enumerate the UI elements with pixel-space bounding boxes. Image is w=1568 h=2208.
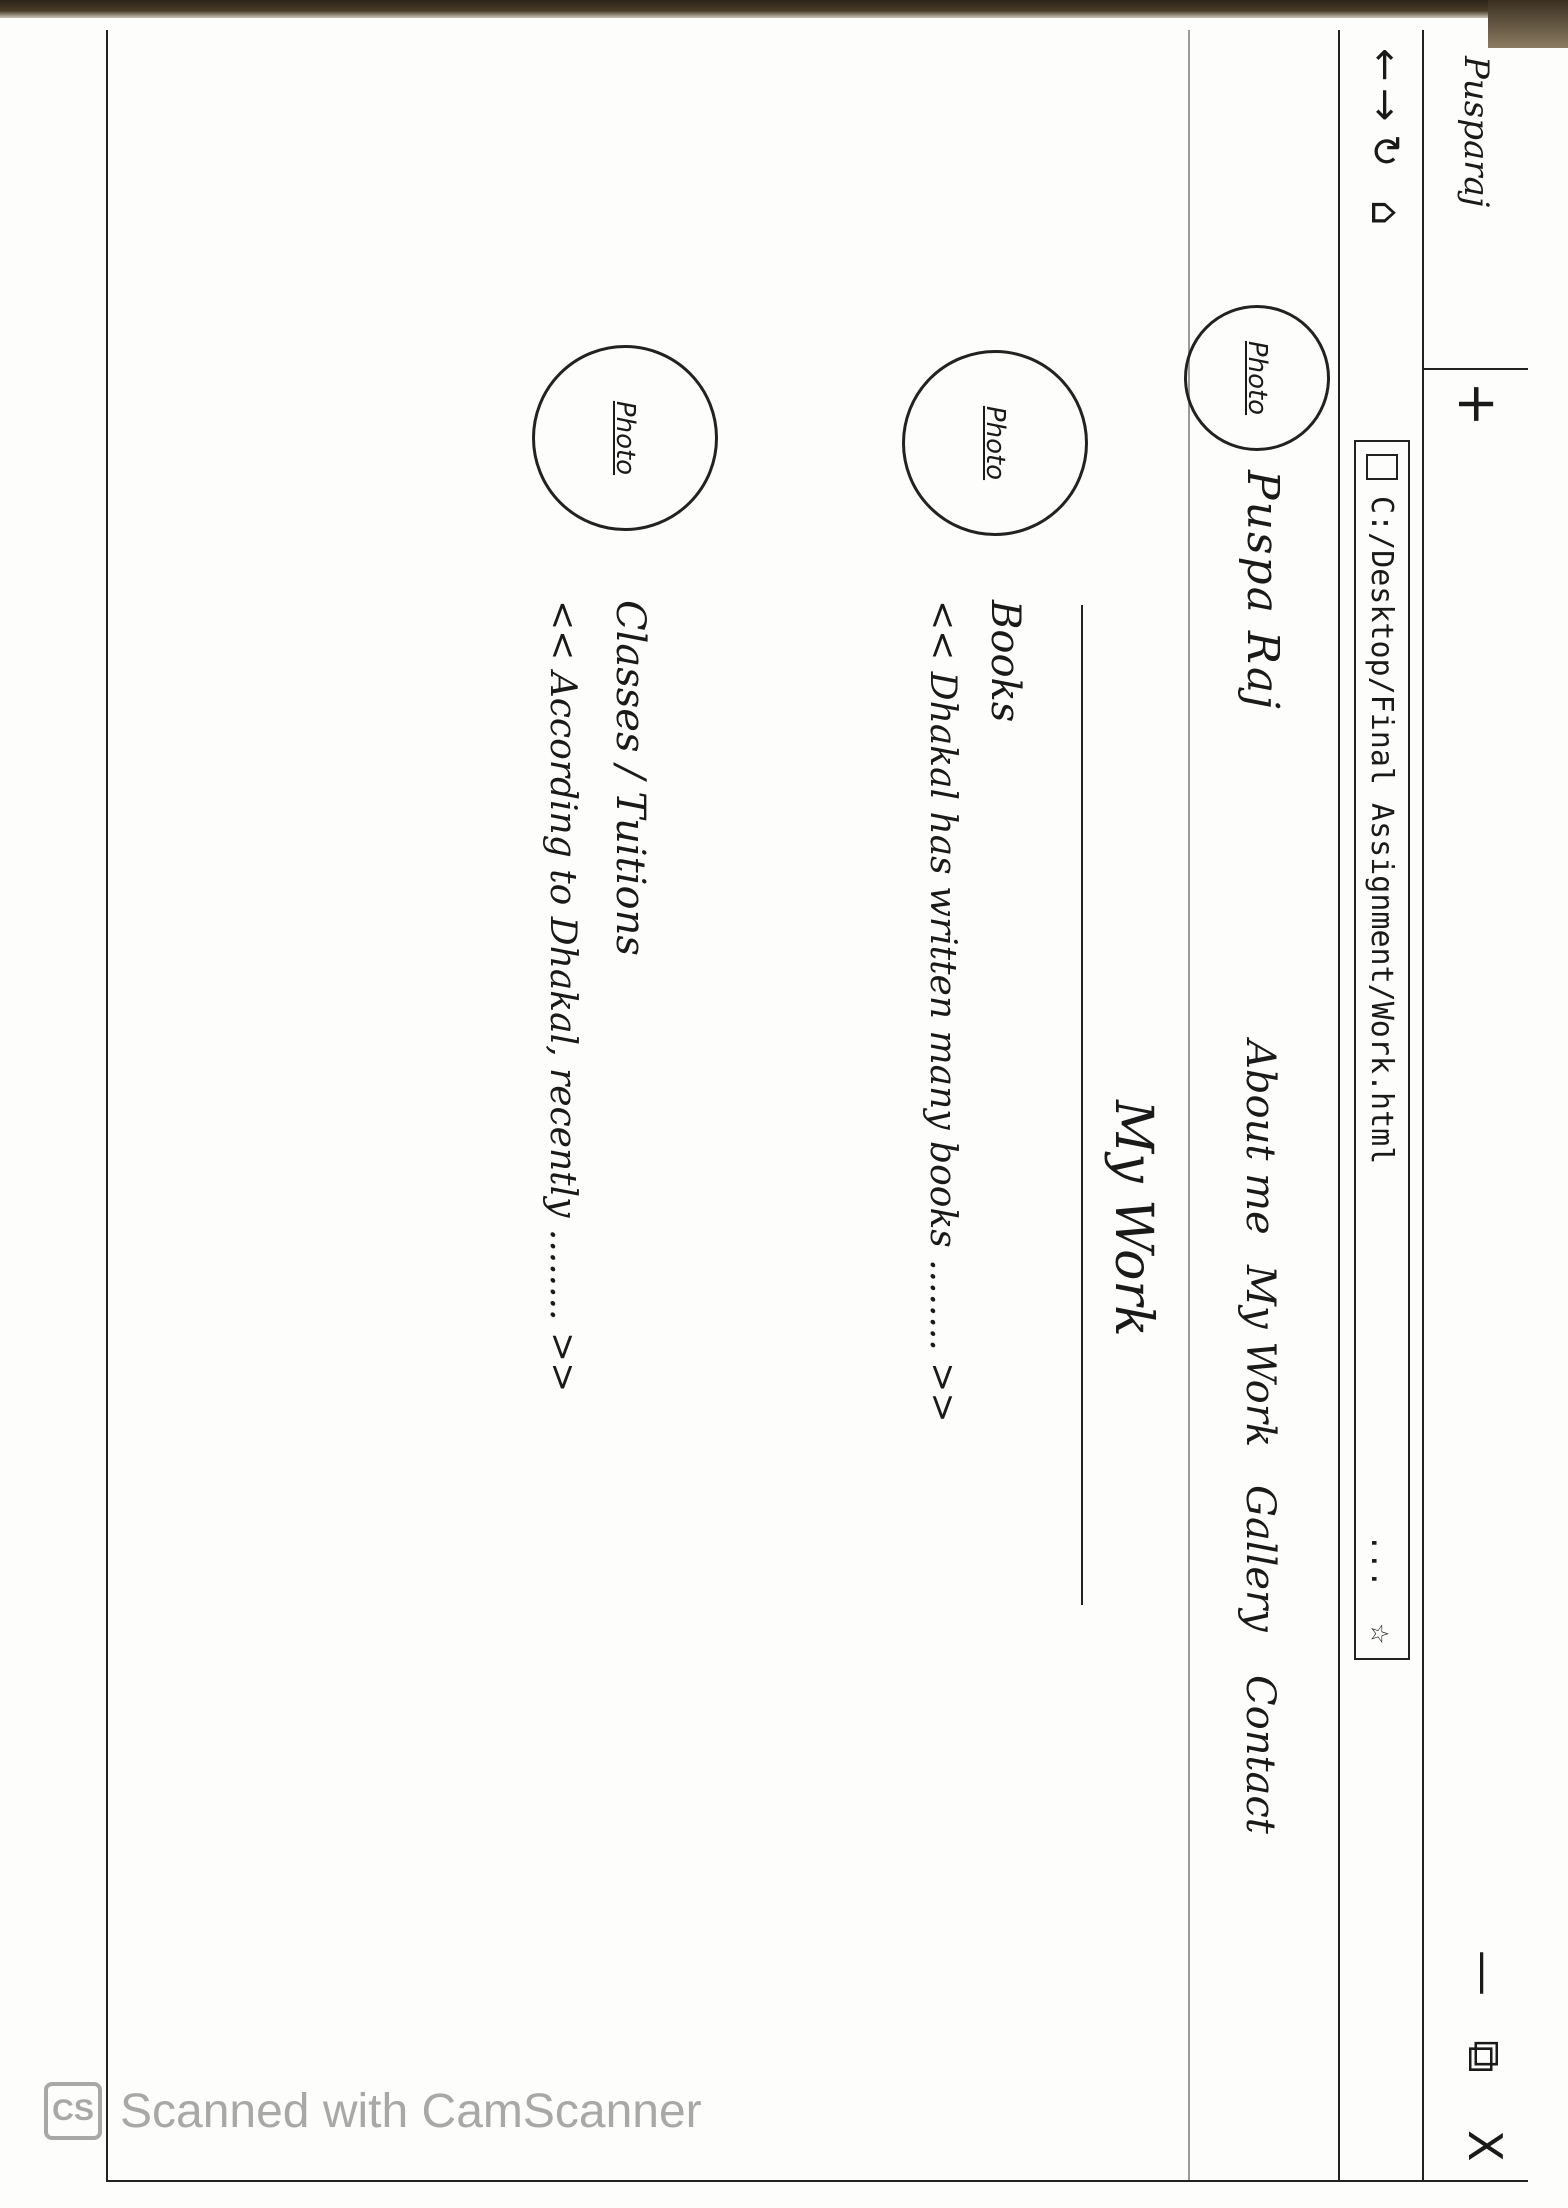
classes-description: << According to Dhakal, recently ........ >> [542,600,583,1393]
menu-item-about[interactable]: About me [1237,1040,1283,1235]
address-text: C:/Desktop/Final Assignment/Work.html [1364,496,1400,1165]
page-icon [1366,454,1398,480]
classes-photo: Photo [532,345,718,531]
restore-icon[interactable]: ⧉ [1458,2040,1512,2073]
classes-title: Classes / Tuitions [607,600,653,956]
minimize-icon[interactable]: — [1458,1950,1512,1996]
tab-bar [1422,30,1528,2180]
bookmark-icon[interactable]: ☆ [1362,1623,1402,1644]
site-name[interactable]: Puspa Raj [1237,470,1288,711]
tab-title: Pusparaj [1456,56,1496,208]
camscanner-logo: CS [44,2082,102,2140]
navigation-bar [1338,30,1424,2180]
address-bar[interactable] [1354,440,1410,1660]
page-title: My Work [1103,1100,1163,1337]
menu-item-my-work[interactable]: My Work [1237,1265,1283,1448]
new-tab-button[interactable]: + [1446,381,1510,427]
watermark-text: Scanned with CamScanner [120,2084,702,2138]
back-icon[interactable]: ← [1362,48,1408,82]
reload-icon[interactable]: ↻ [1362,134,1408,168]
browser-tab[interactable] [1424,30,1528,370]
menu-item-gallery[interactable]: Gallery [1237,1485,1283,1632]
home-icon[interactable]: ⌂ [1362,200,1408,226]
books-title: Books [982,600,1028,723]
more-icon[interactable]: ... [1364,1533,1400,1588]
books-photo: Photo [902,350,1088,536]
logo-photo: Photo [1184,305,1330,451]
title-divider [1081,605,1083,1605]
camscanner-watermark [44,2082,702,2140]
close-icon[interactable]: X [1458,2130,1512,2162]
books-description: << Dhakal has written many books ........ >> [922,600,963,1423]
forward-icon[interactable]: → [1362,88,1408,122]
menu-item-contact[interactable]: Contact [1237,1675,1283,1834]
